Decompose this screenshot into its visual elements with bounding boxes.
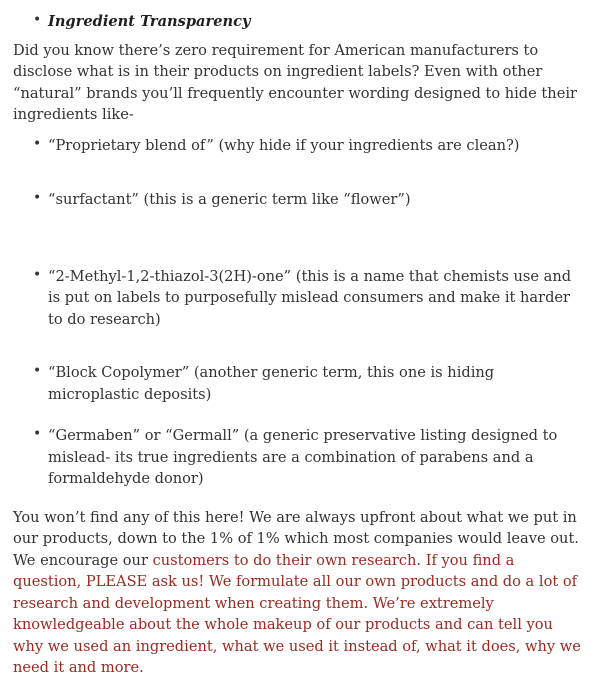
section-heading: Ingredient Transparency: [48, 13, 251, 30]
heading-list: [13, 11, 586, 33]
intro-paragraph: Did you know there’s zero requirement for American manufacturers to disclose what is in their products on ingredient labels? Even with other “natural” brands you’ll frequently encounter wording designed to hide their ingredients like-: [13, 41, 577, 123]
closing-text-plain: You won’t find any of this here! We are always upfront about what we put in our products, down to the 1% of 1% which most companies would leave out. We encourage our: [13, 508, 579, 569]
heading-list-item: [13, 11, 586, 33]
closing-paragraph: [13, 507, 586, 679]
list-item-text: “Germaben” or “Germall” (a generic preservative listing designed to mislead- its true ingredients are a combination of parabens and a formaldehyde donor): [48, 427, 558, 487]
list-item: [13, 135, 586, 157]
bullet-icon: •: [33, 190, 42, 206]
bullet-icon: •: [33, 363, 42, 379]
list-item-text: “surfactant” (this is a generic term like “flower”): [48, 191, 411, 208]
list-item: [13, 425, 586, 490]
closing-text-red: customers to do their own research. If you find a question, PLEASE ask us! We formulate all our own products and do a lot of research and development when creating them. We’re extremely knowledgeable about the whole makeup of our products and can tell you why we used an ingredient, what we used it instead of, what it does, why we need it and more.: [13, 551, 581, 676]
list-item-text: “2-Methyl-1,2-thiazol-3(2H)-one” (this is a name that chemists use and is put on labels to purposefully mislead consumers and make it harder to do research): [48, 267, 572, 328]
bullet-icon: •: [33, 135, 42, 152]
list-item: [13, 266, 586, 331]
bullet-icon: •: [33, 426, 42, 442]
ingredient-terms-list: [13, 135, 586, 490]
list-item: [13, 362, 586, 405]
bullet-icon: •: [33, 266, 42, 283]
list-item-text: “Block Copolymer” (another generic term, this one is hiding microplastic deposits): [48, 364, 495, 403]
list-item-text: “Proprietary blend of” (why hide if your ingredients are clean?): [48, 136, 520, 154]
bullet-icon: •: [33, 12, 42, 28]
list-item: [13, 189, 586, 211]
